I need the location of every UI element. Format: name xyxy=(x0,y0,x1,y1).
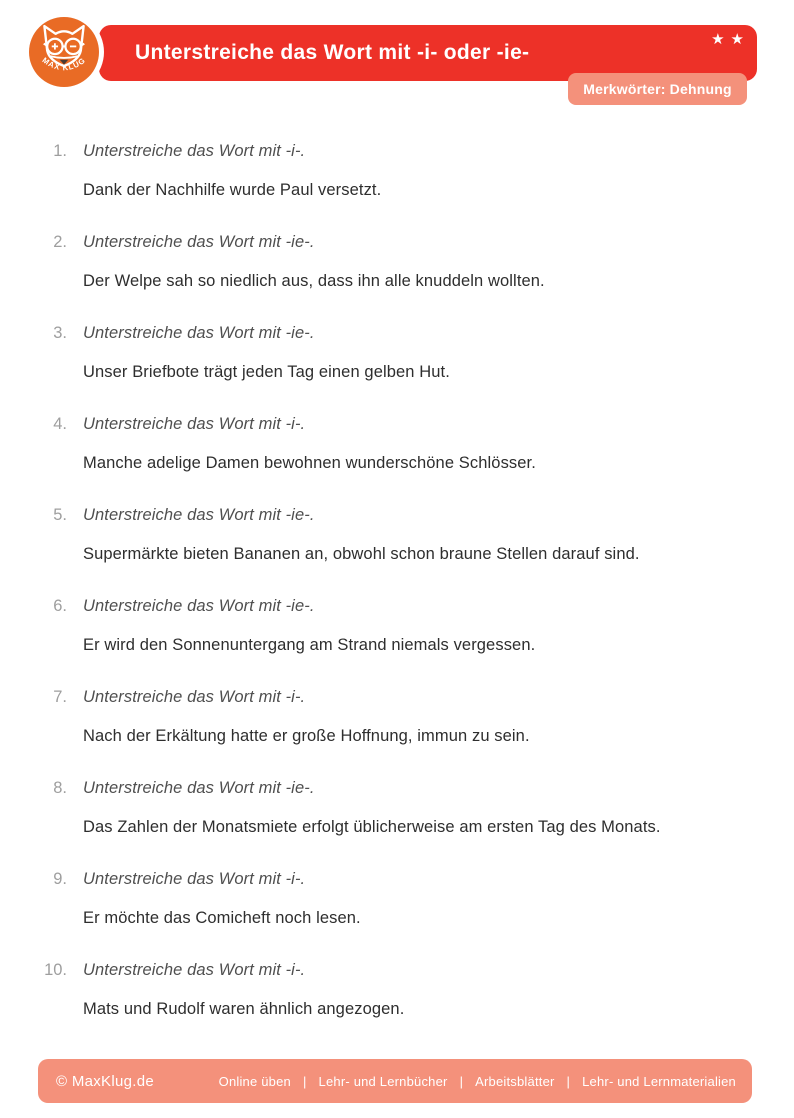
topic-badge-label: Merkwörter: Dehnung xyxy=(583,81,732,97)
exercise-instruction: Unterstreiche das Wort mit -ie-. xyxy=(83,779,315,797)
exercise-instruction: Unterstreiche das Wort mit -i-. xyxy=(83,415,306,433)
exercise-content xyxy=(83,323,450,382)
exercise-instruction: Unterstreiche das Wort mit -ie-. xyxy=(83,233,315,251)
fox-logo-icon xyxy=(29,17,99,87)
exercise-sentence: Er möchte das Comicheft noch lesen. xyxy=(83,909,361,927)
exercise-item xyxy=(0,778,794,837)
footer-bar xyxy=(38,1059,752,1103)
exercise-instruction: Unterstreiche das Wort mit -i-. xyxy=(83,961,306,979)
exercise-number: 7. xyxy=(53,688,67,706)
exercise-item xyxy=(0,505,794,564)
star-icon: ★ xyxy=(730,31,744,48)
exercise-item xyxy=(0,960,794,1019)
footer-link[interactable]: Online üben xyxy=(218,1073,291,1089)
exercise-sentence: Das Zahlen der Monatsmiete erfolgt üblicherweise am ersten Tag des Monats. xyxy=(83,818,661,836)
exercise-number: 6. xyxy=(53,597,67,615)
exercise-instruction: Unterstreiche das Wort mit -ie-. xyxy=(83,506,315,524)
footer-link[interactable]: Lehr- und Lernmaterialien xyxy=(582,1073,736,1089)
exercise-instruction: Unterstreiche das Wort mit -i-. xyxy=(83,142,306,160)
exercise-sentence: Manche adelige Damen bewohnen wunderschöne Schlösser. xyxy=(83,454,536,472)
exercise-item xyxy=(0,687,794,746)
exercise-sentence: Nach der Erkältung hatte er große Hoffnung, immun zu sein. xyxy=(83,727,530,745)
exercise-number: 9. xyxy=(53,870,67,888)
exercise-instruction: Unterstreiche das Wort mit -ie-. xyxy=(83,597,315,615)
exercise-item xyxy=(0,596,794,655)
exercise-instruction: Unterstreiche das Wort mit -i-. xyxy=(83,688,306,706)
exercise-number: 2. xyxy=(53,233,67,251)
exercise-content xyxy=(83,232,545,291)
exercise-instruction: Unterstreiche das Wort mit -i-. xyxy=(83,870,306,888)
exercise-number: 3. xyxy=(53,324,67,342)
exercise-number: 5. xyxy=(53,506,67,524)
footer-link[interactable]: Lehr- und Lernbücher xyxy=(318,1073,448,1089)
exercise-sentence: Der Welpe sah so niedlich aus, dass ihn alle knuddeln wollten. xyxy=(83,272,545,290)
exercise-content xyxy=(83,141,381,200)
exercise-number: 10. xyxy=(44,961,67,979)
footer-link[interactable]: Arbeitsblätter xyxy=(475,1073,555,1089)
exercise-sentence: Mats und Rudolf waren ähnlich angezogen. xyxy=(83,1000,405,1018)
exercise-content xyxy=(83,960,404,1019)
exercise-item xyxy=(0,414,794,473)
footer-link-separator: | xyxy=(459,1073,464,1089)
exercise-content xyxy=(83,869,361,928)
footer-copyright: © MaxKlug.de xyxy=(56,1072,155,1090)
footer-link-separator: | xyxy=(302,1073,307,1089)
exercise-instruction: Unterstreiche das Wort mit -ie-. xyxy=(83,324,315,342)
exercise-item xyxy=(0,323,794,382)
exercise-item xyxy=(0,141,794,200)
exercise-sentence: Dank der Nachhilfe wurde Paul versetzt. xyxy=(83,181,382,199)
logo-text: MAX KLUG xyxy=(40,55,88,73)
maxklug-logo xyxy=(24,12,104,92)
exercise-list xyxy=(0,141,794,1051)
exercise-sentence: Supermärkte bieten Bananen an, obwohl schon braune Stellen darauf sind. xyxy=(83,545,640,563)
exercise-item xyxy=(0,869,794,928)
page-title: Unterstreiche das Wort mit -i- oder -ie- xyxy=(135,41,530,64)
exercise-number: 4. xyxy=(53,415,67,433)
star-icon: ★ xyxy=(711,31,725,48)
exercise-sentence: Er wird den Sonnenuntergang am Strand niemals vergessen. xyxy=(83,636,536,654)
footer-link-separator: | xyxy=(566,1073,571,1089)
exercise-content xyxy=(83,505,640,564)
exercise-number: 1. xyxy=(53,142,67,160)
exercise-content xyxy=(83,596,535,655)
exercise-content xyxy=(83,414,536,473)
topic-badge xyxy=(568,73,747,105)
footer-links xyxy=(219,1074,736,1089)
exercise-item xyxy=(0,232,794,291)
exercise-sentence: Unser Briefbote trägt jeden Tag einen gelben Hut. xyxy=(83,363,450,381)
exercise-content xyxy=(83,778,661,837)
exercise-number: 8. xyxy=(53,779,67,797)
difficulty-stars xyxy=(711,28,744,52)
exercise-content xyxy=(83,687,530,746)
